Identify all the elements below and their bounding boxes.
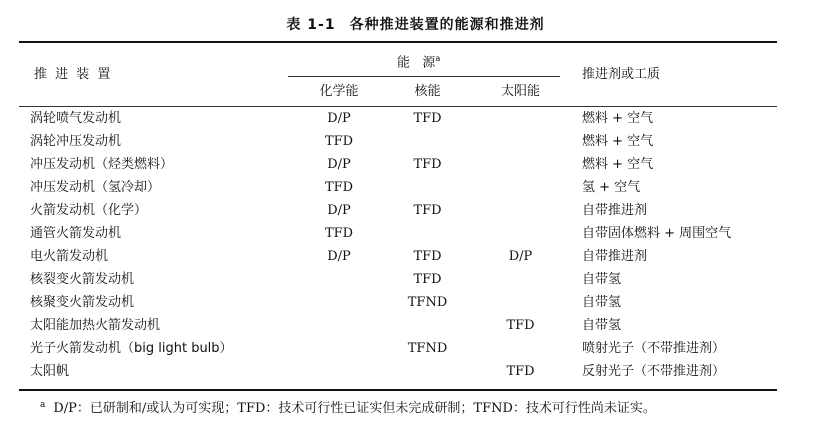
cell-device: 光子火箭发动机（big light bulb）	[30, 341, 233, 356]
cell-solar: TFD	[506, 364, 535, 379]
cell-nuclear: TFD	[413, 157, 442, 172]
cell-working-fluid: 自带氢	[582, 295, 622, 310]
cell-working-fluid: 反射光子（不带推进剂）	[582, 364, 726, 379]
cell-chemical: D/P	[327, 203, 351, 218]
footnote-text: D/P：已研制和/或认为可实现；TFD：技术可行性已证实但未完成研制；TFND：技术可行性尚未证实。	[53, 401, 656, 416]
energy-header-rule	[288, 76, 560, 77]
header-energy-label: 能 源	[397, 55, 436, 71]
cell-working-fluid: 喷射光子（不带推进剂）	[582, 341, 726, 356]
header-nuclear: 核能	[414, 84, 441, 99]
cell-nuclear: TFND	[407, 341, 448, 356]
table-footnote	[40, 397, 656, 416]
cell-device: 涡轮喷气发动机	[30, 111, 122, 126]
cell-device: 电火箭发动机	[30, 249, 109, 264]
cell-nuclear: TFD	[413, 203, 442, 218]
header-solar: 太阳能	[500, 84, 540, 99]
table-title: 各种推进装置的能源和推进剂	[349, 17, 545, 33]
table-caption	[0, 14, 831, 34]
cell-working-fluid: 燃料 + 空气	[582, 157, 654, 172]
cell-device: 通管火箭发动机	[30, 226, 122, 241]
table-number: 表 1-1	[286, 17, 336, 33]
cell-working-fluid: 自带氢	[582, 272, 622, 287]
cell-chemical: D/P	[327, 157, 351, 172]
cell-chemical: TFD	[324, 226, 354, 241]
table-top-rule	[19, 41, 777, 43]
cell-device: 核裂变火箭发动机	[30, 272, 135, 287]
header-bottom-rule	[19, 106, 777, 107]
header-working-fluid: 推进剂或工质	[582, 67, 661, 82]
header-device: 推 进 装 置	[34, 67, 113, 82]
cell-device: 太阳帆	[30, 364, 70, 379]
cell-device: 火箭发动机（化学）	[30, 203, 148, 218]
cell-solar: TFD	[506, 318, 535, 333]
cell-chemical: TFD	[324, 180, 354, 195]
cell-solar: D/P	[508, 249, 533, 264]
cell-device: 冲压发动机（烃类燃料）	[30, 157, 174, 172]
cell-nuclear: TFD	[413, 272, 442, 287]
cell-working-fluid: 燃料 + 空气	[582, 111, 654, 126]
cell-device: 涡轮冲压发动机	[30, 134, 122, 149]
cell-device: 冲压发动机（氢冷却）	[30, 180, 161, 195]
cell-working-fluid: 自带推进剂	[582, 249, 648, 264]
header-energy-mark: a	[435, 54, 441, 63]
cell-nuclear: TFD	[413, 111, 442, 126]
header-chemical: 化学能	[319, 84, 359, 99]
cell-device: 核聚变火箭发动机	[30, 295, 135, 310]
cell-chemical: D/P	[327, 249, 351, 264]
cell-nuclear: TFD	[413, 249, 442, 264]
footnote-mark: a	[40, 399, 46, 410]
cell-working-fluid: 燃料 + 空气	[582, 134, 654, 149]
cell-chemical: TFD	[324, 134, 354, 149]
cell-working-fluid: 自带固体燃料 + 周围空气	[582, 226, 732, 241]
cell-working-fluid: 氢 + 空气	[582, 180, 641, 195]
cell-nuclear: TFND	[407, 295, 448, 310]
cell-device: 太阳能加热火箭发动机	[30, 318, 161, 333]
header-energy	[397, 50, 440, 72]
cell-working-fluid: 自带推进剂	[582, 203, 648, 218]
cell-chemical: D/P	[327, 111, 351, 126]
cell-working-fluid: 自带氢	[582, 318, 622, 333]
table-bottom-rule	[19, 389, 777, 391]
